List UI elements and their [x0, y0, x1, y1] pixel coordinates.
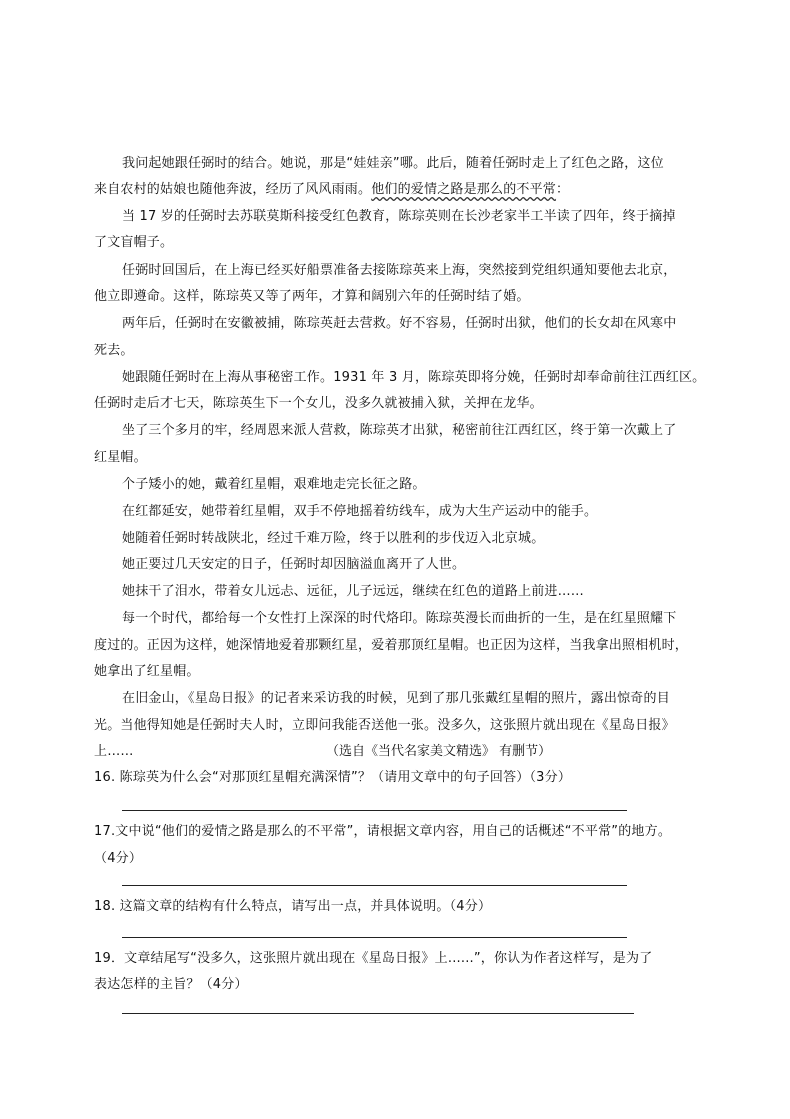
passage-line: 每一个时代，都给每一个女性打上深深的时代烙印。陈琮英漫长而曲折的一生，是在红星照耀下: [122, 611, 677, 626]
passage-line: 上……: [94, 744, 134, 759]
passage-line: 当 17 岁的任弼时去苏联莫斯科接受红色教育，陈琮英则在长沙老家半工半读了四年，终于摘掉: [122, 209, 676, 224]
passage-line: 在旧金山，《星岛日报》的记者来采访我的时候，见到了那几张戴红星帽的照片，露出惊奇的目: [122, 691, 670, 706]
passage-line: 她随着任弼时转战陕北，经过千难万险，终于以胜利的步伐迈入北京城。: [122, 531, 545, 546]
passage-line: 她正要过几天安定的日子，任弼时却因脑溢血离开了人世。: [122, 557, 466, 572]
source-citation: （选自《当代名家美文精选》 有删节）: [326, 744, 552, 759]
question-17-points: （4分）: [94, 851, 143, 866]
answer-line-18[interactable]: [122, 937, 627, 938]
passage-line: 两年后，任弼时在安徽被捕，陈琮英赶去营救。好不容易，任弼时出狱，他们的长女却在风寒中: [122, 316, 677, 331]
passage-line: 任弼时回国后，在上海已经买好船票准备去接陈琮英来上海，突然接到党组织通知要他去北京，: [122, 263, 677, 278]
passage-line: 度过的。正因为这样，她深情地爱着那颗红星，爱着那顶红星帽。也正因为这样，当我拿出照相机时，: [94, 638, 689, 653]
passage-line: 光。当他得知她是任弼时夫人时，立即问我能否送他一张。没多久，这张照片就出现在《星岛日报》: [94, 718, 675, 733]
underlined-key-sentence: 他们的爱情之路是那么的不平常: [371, 182, 557, 197]
passage-line: 个子矮小的她，戴着红星帽，艰难地走完长征之路。: [122, 477, 426, 492]
question-18: 18. 这篇文章的结构有什么特点，请写出一点，并具体说明。（4分）: [94, 899, 492, 914]
passage-line: 了文盲帽子。: [94, 235, 174, 250]
passage-line: 她跟随任弼时在上海从事秘密工作。1931 年 3 月，陈琮英即将分娩，任弼时却奉命前往江西红区。: [122, 370, 706, 385]
passage-line: [94, 181, 569, 199]
passage-line: 我问起她跟任弼时的结合。她说，那是“娃娃亲”哪。此后，随着任弼时走上了红色之路，这位: [122, 156, 664, 171]
passage-line: 他立即遵命。这样，陈琮英又等了两年，才算和阔别六年的任弼时结了婚。: [94, 289, 530, 304]
passage-text: 来自农村的姑娘也随他奔波，经历了风风雨雨。: [94, 182, 372, 197]
question-19-cont: 表达怎样的主旨？（4分）: [94, 977, 248, 992]
passage-line: 红星帽。: [94, 450, 147, 465]
passage-line: 她抹干了泪水，带着女儿远忐、远征，儿子远远，继续在红色的道路上前进……: [122, 584, 585, 599]
answer-line-19[interactable]: [122, 1013, 634, 1014]
passage-line: 在红都延安，她带着红星帽，双手不停地摇着纺线车，成为大生产运动中的能手。: [122, 504, 598, 519]
question-16: 16. 陈琮英为什么会“对那顶红星帽充满深情”？（请用文章中的句子回答）（3分）: [94, 770, 572, 785]
passage-line: 坐了三个多月的牢，经周恩来派人营救，陈琮英才出狱，秘密前往江西红区，终于第一次戴上了: [122, 423, 677, 438]
passage-line: 任弼时走后才七天，陈琮英生下一个女儿，没多久就被捕入狱，关押在龙华。: [94, 396, 543, 411]
passage-line: 死去。: [94, 343, 134, 358]
passage-text: ：: [556, 182, 570, 197]
question-17: 17.文中说“他们的爱情之路是那么的不平常”，请根据文章内容，用自己的话概述“不平常”的地方。: [94, 824, 672, 839]
question-19: 19．文章结尾写“没多久，这张照片就出现在《星岛日报》上......”，你认为作者这样写，是为了: [94, 951, 653, 966]
passage-line: 她拿出了红星帽。: [94, 664, 200, 679]
answer-line-17[interactable]: [122, 885, 627, 886]
answer-line-16[interactable]: [122, 810, 627, 811]
